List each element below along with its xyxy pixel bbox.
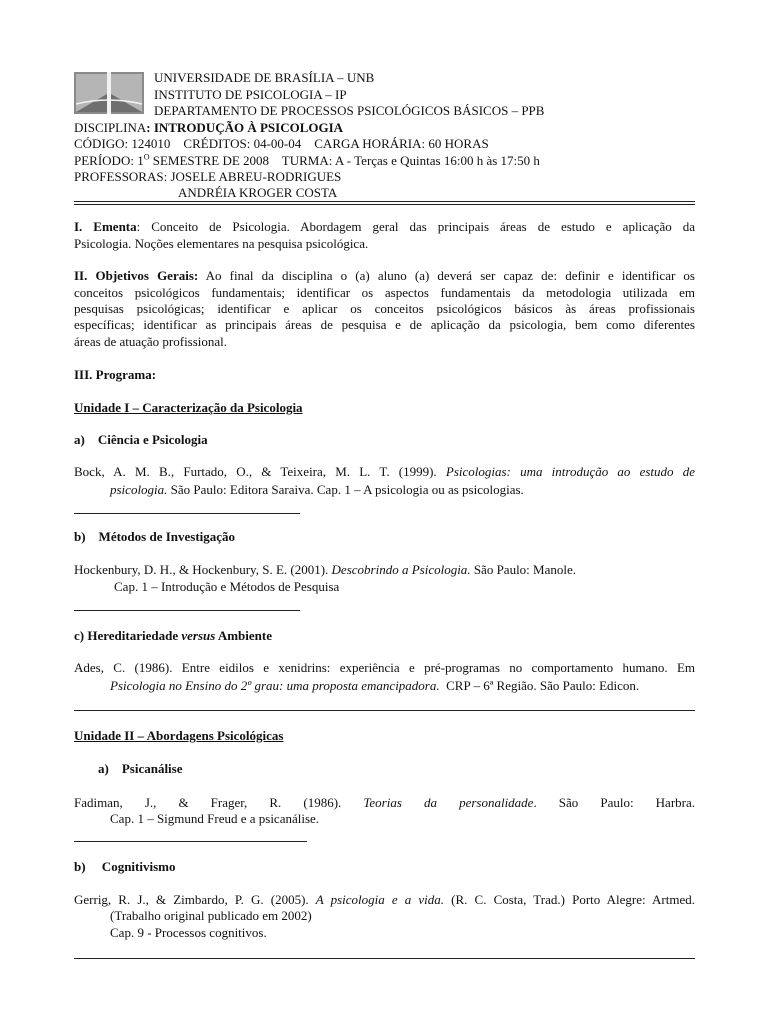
university-name: UNIVERSIDADE DE BRASÍLIA – UNB [154, 70, 375, 85]
unit-1-title: Unidade I – Caracterização da Psicologia [74, 400, 303, 415]
unit-1c-ref-line-2: Psicologia no Ensino do 2º grau: uma proposta emancipadora. CRP – 6ª Região. São Paulo: Edicon. [110, 678, 640, 693]
department-name: DEPARTAMENTO DE PROCESSOS PSICOLÓGICOS BÁSICOS – PPB [154, 103, 545, 118]
unit-1a-ref-line-1: Bock, A. M. B., Furtado, O., & Teixeira, M. L. T. (1999). Psicologias: uma introdução ao estudo de [74, 464, 695, 479]
unit-1b-title: b) Métodos de Investigação [74, 529, 236, 544]
code-line: CÓDIGO: 124010 CRÉDITOS: 04-00-04 CARGA HORÁRIA: 60 HORAS [74, 136, 489, 151]
unit-2b-ref-line-2: (Trabalho original publicado em 2002) [110, 908, 312, 923]
objetivos-line-4: específicas; identificar as principais áreas de pesquisa e de aplicação da psicologia, bem como diferentes [74, 317, 695, 332]
unit-1c-title: c) Hereditariedade versus Ambiente [74, 628, 272, 643]
institute-name: INSTITUTO DE PSICOLOGIA – IP [154, 87, 347, 102]
unit-1c-ref-line-1: Ades, C. (1986). Entre eidilos e xenidrins: experiência e pré-programas no comportamento humano. Em [74, 660, 695, 675]
objetivos-line-2: conceitos psicológicos fundamentais; identificar os aspectos fundamentais da metodologia utilizada em [74, 285, 695, 300]
header-rule-top [74, 201, 695, 202]
unit-2b-title: b) Cognitivismo [74, 859, 176, 874]
discipline-value: : INTRODUÇÃO À PSICOLOGIA [146, 120, 344, 135]
discipline-label: DISCIPLINA [74, 120, 147, 135]
unit-2a-ref-line-1: Fadiman, J., & Frager, R. (1986). Teorias da personalidade. São Paulo: Harbra. [74, 795, 695, 810]
ementa-line-2: Psicologia. Noções elementares na pesquisa psicológica. [74, 236, 369, 251]
separator-2 [74, 610, 300, 611]
objetivos-line-5: áreas de atuação profissional. [74, 334, 228, 349]
unit-2-title: Unidade II – Abordagens Psicológicas [74, 728, 284, 743]
discipline-line [74, 119, 343, 136]
objetivos-line-1: II. Objetivos Gerais: Ao final da disciplina o (a) aluno (a) deverá ser capaz de: definir e identificar os [74, 268, 695, 283]
unb-logo-icon [74, 72, 144, 114]
unit-1b-ref-line-1: Hockenbury, D. H., & Hockenbury, S. E. (2001). Descobrindo a Psicologia. São Paulo: Manole. [74, 562, 576, 577]
professors-line: PROFESSORAS: JOSELE ABREU-RODRIGUES [74, 169, 342, 184]
unit-2b-ref-line-3: Cap. 9 - Processos cognitivos. [110, 925, 267, 940]
unit-2b-ref-line-1: Gerrig, R. J., & Zimbardo, P. G. (2005). A psicologia e a vida. (R. C. Costa, Trad.) Porto Alegre: Artmed. [74, 892, 695, 907]
header-rule-bottom [74, 204, 695, 205]
separator-3 [74, 841, 307, 842]
period-line: PERÍODO: $1^O$ SEMESTRE DE 2008 TURMA: A - Terças e Quintas 16:00 h às 17:50 h [74, 152, 540, 168]
unit-1b-ref-line-2: Cap. 1 – Introdução e Métodos de Pesquisa [114, 579, 340, 594]
unit-1a-ref-line-2: psicologia. São Paulo: Editora Saraiva. Cap. 1 – A psicologia ou as psicologias. [110, 482, 524, 497]
separator-1 [74, 513, 300, 514]
unit-1a-title: a) Ciência e Psicologia [74, 432, 208, 447]
unit-divider-1 [74, 710, 695, 711]
unit-2a-title: a) Psicanálise [98, 761, 183, 776]
unit-divider-2 [74, 958, 695, 959]
unit-2a-ref-line-2: Cap. 1 – Sigmund Freud e a psicanálise. [110, 811, 320, 826]
professors-line-2: ANDRÉIA KROGER COSTA [178, 185, 338, 200]
programa-title: III. Programa: [74, 367, 157, 382]
objetivos-line-3: pesquisas psicológicas; identificar e aplicar os conceitos psicológicos básicos às áreas profissionais [74, 301, 695, 316]
ementa-line-1: I. Ementa: Conceito de Psicologia. Abordagem geral das principais áreas de estudo e aplicação da [74, 219, 695, 234]
